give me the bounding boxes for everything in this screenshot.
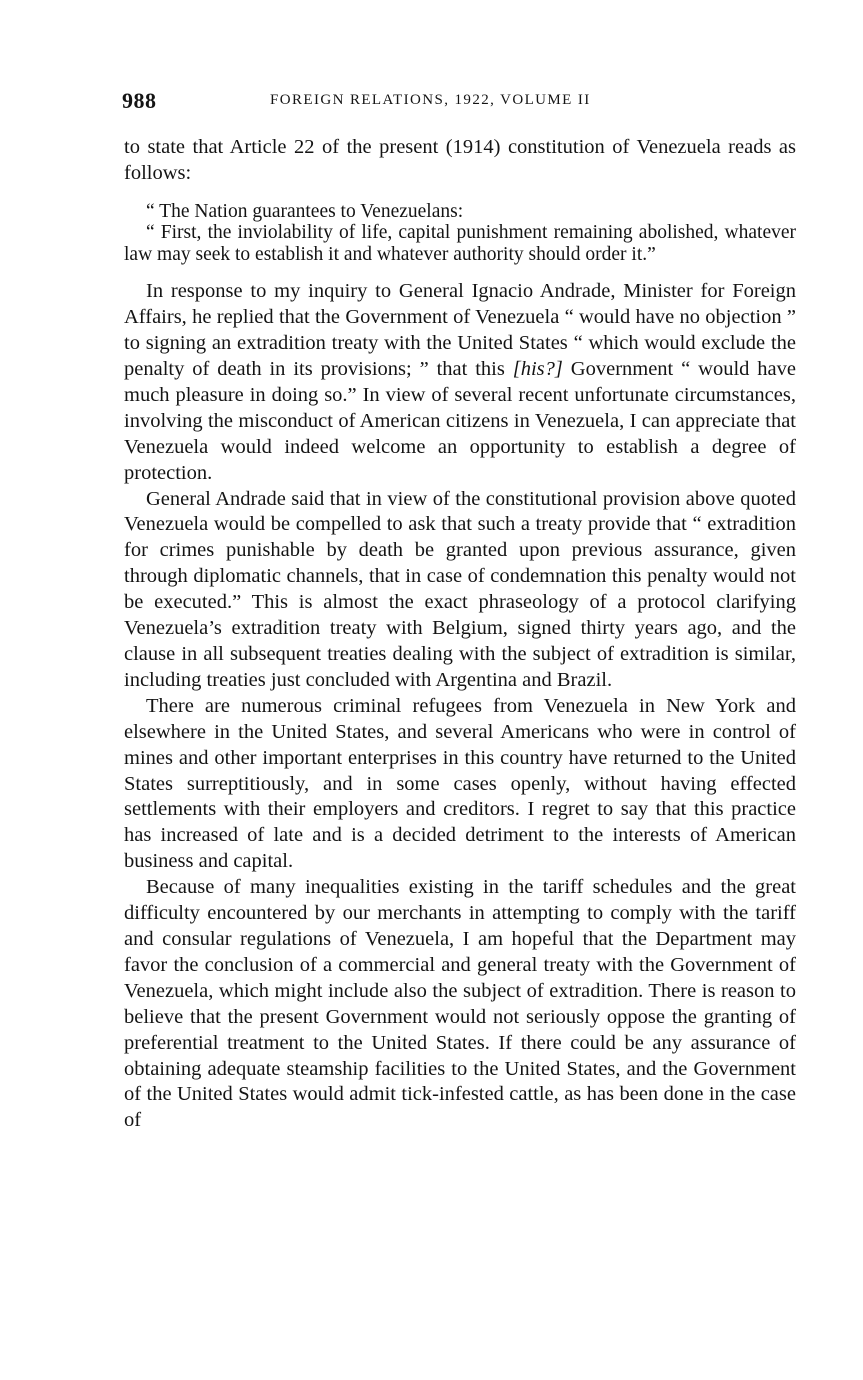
block-quote xyxy=(124,201,796,266)
paragraph-refugees: There are numerous criminal refugees from Venezuela in New York and elsewhere in the United States, and several Americans who were in control of mines and other important enterprises in this country have returned to the United States surreptitiously, and in some cases openly, without having effected settlements with their employers and creditors. I regret to say that this practice has increased of late and is a decided detriment to the interests of American business and capital. xyxy=(124,694,796,873)
body-text xyxy=(124,135,796,1134)
page-header xyxy=(122,88,798,118)
quote-line-1: “ The Nation guarantees to Venezuelans: xyxy=(146,200,464,222)
paragraph-response xyxy=(124,279,796,486)
running-title: FOREIGN RELATIONS, 1922, VOLUME II xyxy=(270,92,591,108)
paragraph-tariff: Because of many inequalities existing in the tariff schedules and the great difficulty encountered by our merchants in attempting to comply with the tariff and consular regulations of Venezuela, I am hopeful that the Department may favor the conclusion of a commercial and general treaty with the Government of Venezuela, which might include also the subject of extradition. There is reason to believe that the present Government would not seriously oppose the granting of preferential treatment to the United States. If there could be any assurance of obtaining adequate steamship facilities to the United States, and the Government of the United States would admit tick-infested cattle, as has been done in the case of xyxy=(124,876,796,1132)
paragraph-response-part-1: In response to my inquiry to General Ignacio Andrade, Minister for Foreign Affairs, he replied that the Government of Venezuela “ would have no objection ” to signing an extradition treaty with the United States “ which would exclude the penalty of death in its provisions; ” that this xyxy=(124,280,796,381)
paragraph-response-part-2: Government “ would have much pleasure in doing so.” In view of several recent unfortunate circumstances, involving the misconduct of American citizens in Venezuela, I can appreciate that Venezuela would indeed welcome an opportunity to establish a degree of protection. xyxy=(124,358,796,484)
paragraph-andrade: General Andrade said that in view of the constitutional provision above quoted Venezuela would be compelled to ask that such a treaty provide that “ extradition for crimes punishable by death be granted upon previous assurance, given through diplomatic channels, that in case of condemnation this penalty would not be executed.” This is almost the exact phraseology of a protocol clarifying Venezuela’s extradition treaty with Belgium, signed thirty years ago, and the clause in all subsequent treaties dealing with the subject of extradition is similar, including treaties just concluded with Argentina and Brazil. xyxy=(124,487,796,691)
editorial-bracket: [his?] xyxy=(512,358,563,381)
quote-line-2: “ First, the inviolability of life, capital punishment remaining abolished, whatever law may seek to establish it and whatever authority should order it.” xyxy=(124,222,796,265)
page-number: 988 xyxy=(122,88,157,113)
intro-paragraph: to state that Article 22 of the present (1914) constitution of Venezuela reads as follows: xyxy=(124,136,796,184)
